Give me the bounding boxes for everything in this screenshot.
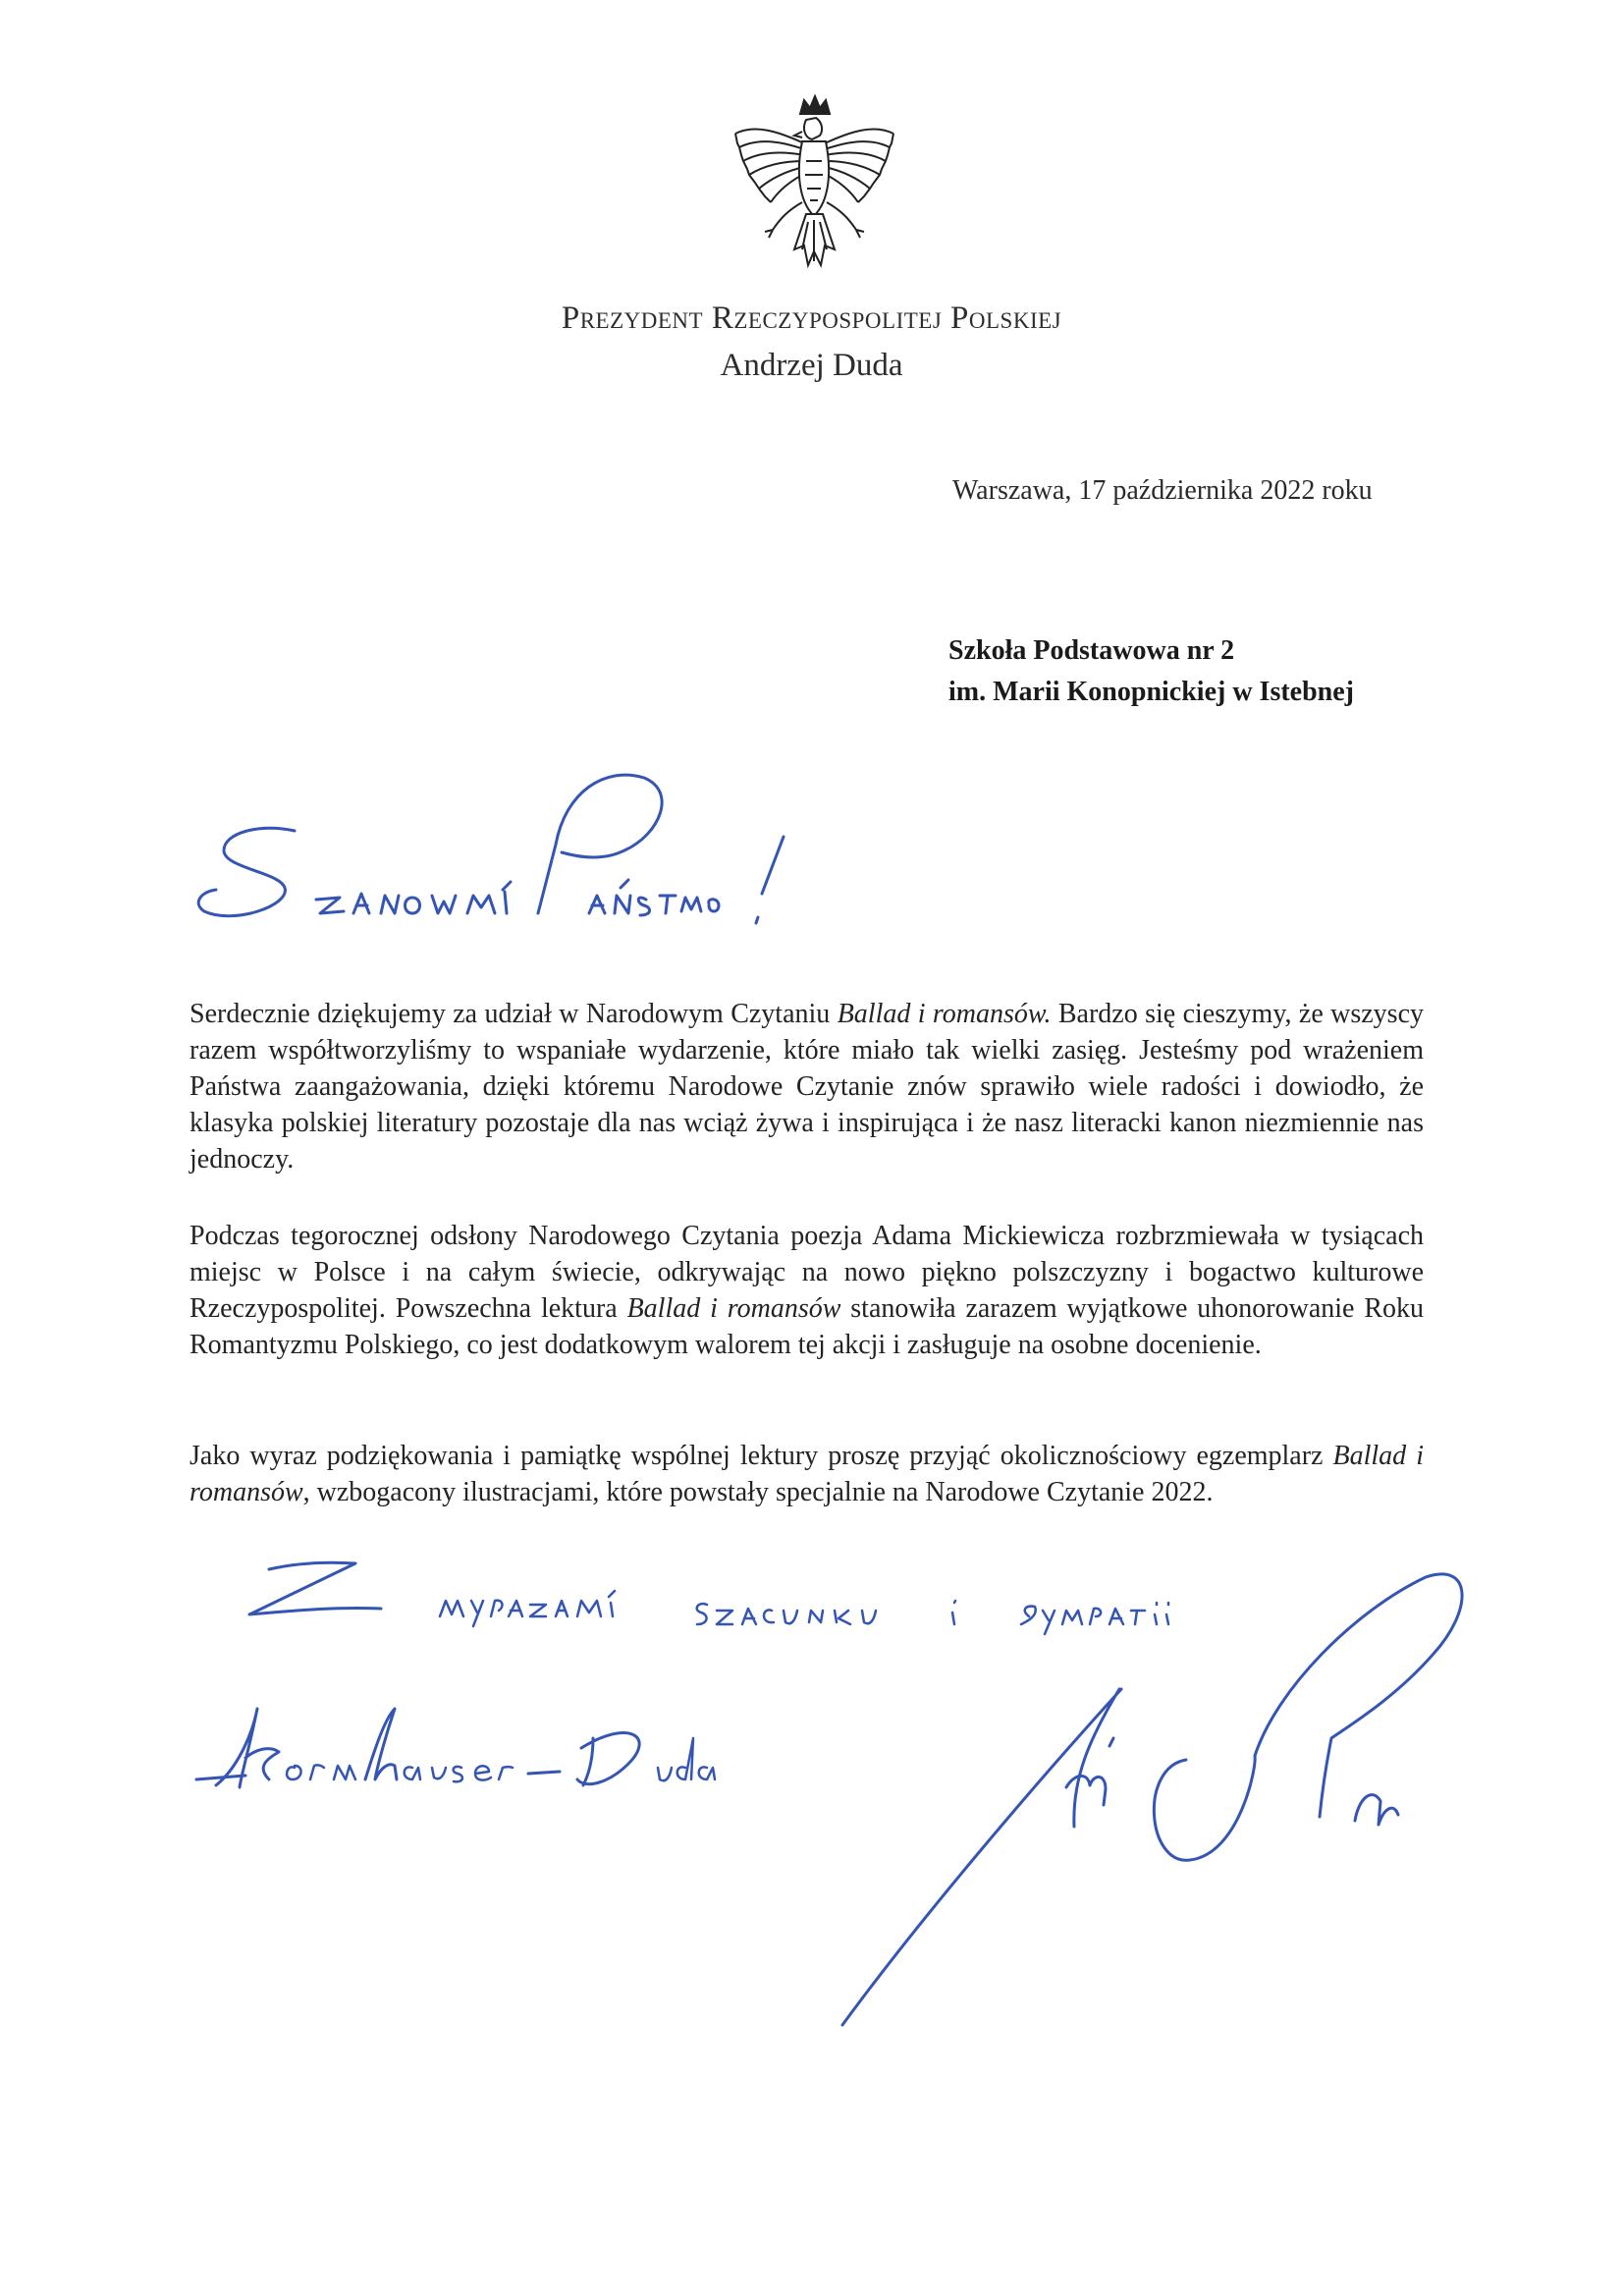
date-line: Warszawa, 17 października 2022 roku [952,475,1373,506]
recipient-line-1: Szkoła Podstawowa nr 2 [948,635,1235,666]
body-paragraph-1: Serdecznie dziękujemy za udział w Narodowym Czytaniu Ballad i romansów. Bardzo się cieszymy, że wszyscy razem współtworzyliśmy to wspaniałe wydarzenie, które miało tak wielki zasięg. Jesteśmy pod wrażeniem Państwa zaangażowania, dzięki któremu Narodowe Czytanie znów sprawiło wiele radości i dowiodło, że klasyka polskiej literatury pozostaje dla nas wciąż żywa i inspirująca i że nasz literacki kanon niezmiennie nas jednoczy. [189,999,1425,1175]
book-title: Ballad i romansów [189,1441,1424,1507]
president-name: Andrzej Duda [720,348,903,383]
handwritten-salutation [198,775,784,923]
recipient-line-2: im. Marii Konopnickiej w Istebnej [948,677,1354,707]
office-title: Prezydent Rzeczypospolitej Polskiej [561,301,1062,336]
handwritten-signature-left [196,1709,715,1787]
handwritten-closing [249,1562,1168,1634]
body-paragraph-3: Jako wyraz podziękowania i pamiątkę wspólnej lektury proszę przyjąć okolicznościowy egzemplarz Ballad i romansów, wzbogacony ilustracjami, które powstały specjalnie na Narodowe Czytanie 2022. [189,1441,1424,1507]
book-title: Ballad i romansów [626,1293,841,1324]
handwritten-signature-right [842,1574,1462,2025]
book-title: Ballad i romansów. [837,999,1052,1029]
body-paragraph-2: Podczas tegorocznej odsłony Narodowego Czytania poezja Adama Mickiewicza rozbrzmiewała w tysiącach miejsc w Polsce i na całym świecie, odkrywając na nowo piękno polszczyzny i bogactwo kulturowe Rzeczypospolitej. Powszechna lektura Ballad i romansów stanowiła zarazem wyjątkowe uhonorowanie Roku Romantyzmu Polskiego, co jest dodatkowym walorem tej akcji i zasługuje na osobne docenienie. [189,1221,1425,1360]
